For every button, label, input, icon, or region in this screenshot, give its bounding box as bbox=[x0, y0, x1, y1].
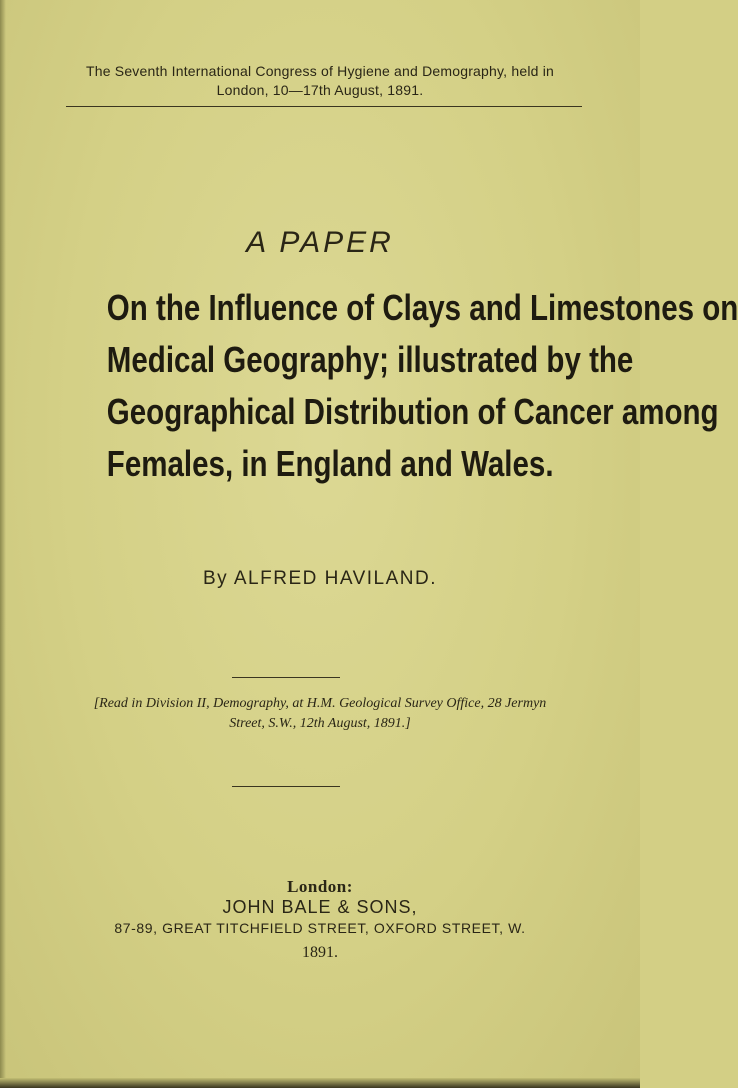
publisher-imprint bbox=[0, 876, 640, 963]
subtitle-line-1: On the Influence of Clays and Limestones on bbox=[106, 287, 738, 328]
divider-rule-2 bbox=[232, 786, 340, 787]
reading-note-line-1: [Read in Division II, Demography, at H.M. Geological Survey Office, 28 Jermyn bbox=[93, 696, 547, 711]
imprint-year: 1891. bbox=[302, 944, 338, 961]
congress-header-line-2: London, 10—17th August, 1891. bbox=[216, 82, 424, 98]
imprint-address: 87-89, GREAT TITCHFIELD STREET, OXFORD STREET, W. bbox=[114, 920, 526, 936]
imprint-publisher: JOHN BALE & SONS, bbox=[222, 897, 418, 917]
congress-header-line-1: The Seventh International Congress of Hygiene and Demography, held in bbox=[85, 63, 555, 79]
header-rule bbox=[66, 106, 582, 107]
author-line: By ALFRED HAVILAND. bbox=[202, 568, 438, 589]
page-bottom-edge-shadow bbox=[0, 1078, 640, 1088]
paper-title: A PAPER bbox=[246, 226, 394, 259]
congress-header bbox=[0, 62, 640, 100]
subtitle-line-4: Females, in England and Wales. bbox=[106, 443, 554, 484]
subtitle-line-2: Medical Geography; illustrated by the bbox=[106, 339, 634, 380]
divider-rule-1 bbox=[232, 677, 340, 678]
paper-subtitle bbox=[106, 282, 738, 490]
reading-note-line-2: Street, S.W., 12th August, 1891.] bbox=[229, 716, 411, 731]
subtitle-line-3: Geographical Distribution of Cancer among bbox=[106, 391, 719, 432]
reading-note bbox=[0, 694, 640, 734]
imprint-city: London: bbox=[287, 877, 353, 896]
